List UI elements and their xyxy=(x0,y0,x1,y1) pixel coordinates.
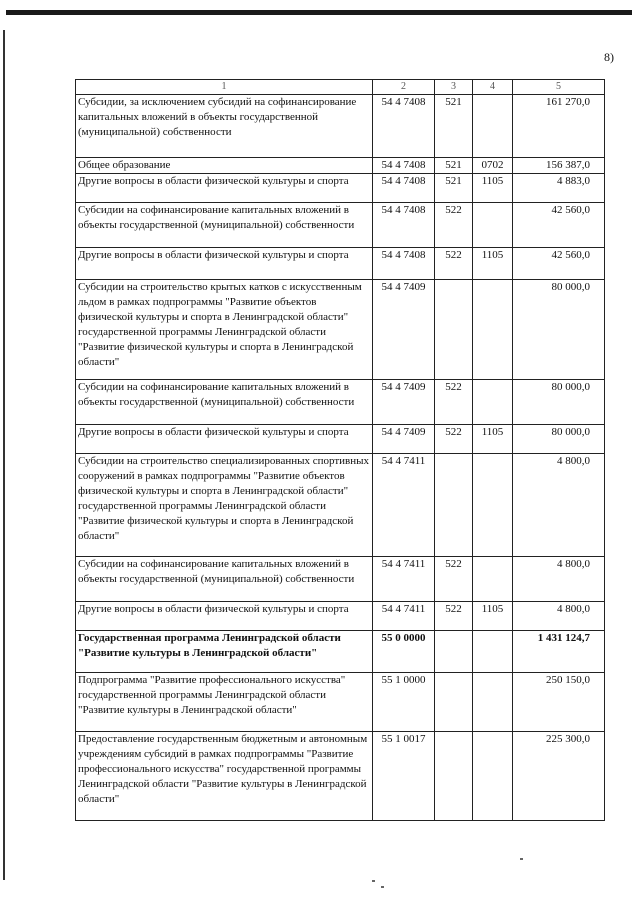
table-row xyxy=(76,280,605,380)
row-vr xyxy=(435,280,473,380)
row-name: Предоставление государственным бюджетным и автономным учреждениям субсидий в рамках подпрограммы "Развитие профессионального искусства" государственной программы Ленинградской области "Развитие культуры в Ленинградской области" xyxy=(76,732,373,821)
row-code: 55 1 0017 xyxy=(373,732,435,821)
header-col-3: 3 xyxy=(435,80,473,95)
table-row xyxy=(76,602,605,631)
row-code: 54 4 7409 xyxy=(373,425,435,454)
row-rz: 1105 xyxy=(473,174,513,203)
row-rz xyxy=(473,203,513,248)
header-col-5: 5 xyxy=(513,80,605,95)
row-code: 55 1 0000 xyxy=(373,673,435,732)
table-row xyxy=(76,454,605,557)
scan-speck xyxy=(520,858,523,860)
scan-speck xyxy=(372,880,375,882)
row-rz: 1105 xyxy=(473,425,513,454)
row-vr xyxy=(435,454,473,557)
row-name: Государственная программа Ленинградской области "Развитие культуры в Ленинградской области" xyxy=(76,631,373,673)
row-name: Другие вопросы в области физической культуры и спорта xyxy=(76,248,373,280)
header-col-4: 4 xyxy=(473,80,513,95)
row-vr: 522 xyxy=(435,248,473,280)
row-vr: 522 xyxy=(435,380,473,425)
table-row xyxy=(76,631,605,673)
page-number: 8) xyxy=(604,50,614,64)
row-rz xyxy=(473,95,513,158)
row-name: Субсидии на софинансирование капитальных вложений в объекты государственной (муниципальной) собственности xyxy=(76,203,373,248)
row-rz: 0702 xyxy=(473,158,513,174)
row-code: 54 4 7411 xyxy=(373,454,435,557)
header-col-2: 2 xyxy=(373,80,435,95)
row-vr: 521 xyxy=(435,95,473,158)
row-name: Другие вопросы в области физической культуры и спорта xyxy=(76,174,373,203)
row-name: Субсидии на строительство специализированных спортивных сооружений в рамках подпрограммы "Развитие объектов физической культуры и спорта в Ленинградской области" государственной программы Ленинградской области "Развитие физической культуры и спорта в Ленинградской области" xyxy=(76,454,373,557)
row-code: 54 4 7411 xyxy=(373,557,435,602)
row-name: Субсидии, за исключением субсидий на софинансирование капитальных вложений в объекты государственной (муниципальной) собственности xyxy=(76,95,373,158)
scan-speck xyxy=(381,886,384,888)
row-name: Другие вопросы в области физической культуры и спорта xyxy=(76,602,373,631)
row-rz: 1105 xyxy=(473,248,513,280)
row-rz xyxy=(473,380,513,425)
table-row xyxy=(76,158,605,174)
row-sum: 4 800,0 xyxy=(513,557,605,602)
row-sum: 156 387,0 xyxy=(513,158,605,174)
row-sum: 80 000,0 xyxy=(513,380,605,425)
row-sum: 80 000,0 xyxy=(513,280,605,380)
row-name: Общее образование xyxy=(76,158,373,174)
row-vr: 522 xyxy=(435,425,473,454)
table-row xyxy=(76,380,605,425)
row-sum: 250 150,0 xyxy=(513,673,605,732)
row-vr: 522 xyxy=(435,203,473,248)
row-rz xyxy=(473,673,513,732)
row-code: 55 0 0000 xyxy=(373,631,435,673)
row-vr: 521 xyxy=(435,174,473,203)
row-sum: 4 800,0 xyxy=(513,454,605,557)
row-sum: 161 270,0 xyxy=(513,95,605,158)
row-rz xyxy=(473,454,513,557)
table-row xyxy=(76,95,605,158)
row-name: Субсидии на строительство крытых катков с искусственным льдом в рамках подпрограммы "Развитие объектов физической культуры и спорта в Ленинградской области" государственной программы Ленинградской области "Развитие физической культуры и спорта в Ленинградской области" xyxy=(76,280,373,380)
row-sum: 225 300,0 xyxy=(513,732,605,821)
row-rz: 1105 xyxy=(473,602,513,631)
row-rz xyxy=(473,557,513,602)
row-code: 54 4 7408 xyxy=(373,158,435,174)
header-col-1: 1 xyxy=(76,80,373,95)
row-sum: 4 883,0 xyxy=(513,174,605,203)
row-sum: 42 560,0 xyxy=(513,248,605,280)
row-vr xyxy=(435,631,473,673)
budget-table xyxy=(75,79,605,821)
row-code: 54 4 7408 xyxy=(373,248,435,280)
scan-left-edge xyxy=(3,30,5,880)
scan-top-border xyxy=(6,10,632,15)
table-row xyxy=(76,174,605,203)
row-vr xyxy=(435,673,473,732)
table-row xyxy=(76,425,605,454)
table-header-row xyxy=(76,80,605,95)
row-name: Подпрограмма "Развитие профессионального искусства" государственной программы Ленинградской области "Развитие культуры в Ленинградской области" xyxy=(76,673,373,732)
table-row xyxy=(76,248,605,280)
table-row xyxy=(76,203,605,248)
row-sum: 4 800,0 xyxy=(513,602,605,631)
row-code: 54 4 7408 xyxy=(373,203,435,248)
row-code: 54 4 7408 xyxy=(373,174,435,203)
row-vr: 521 xyxy=(435,158,473,174)
table-row xyxy=(76,557,605,602)
row-rz xyxy=(473,732,513,821)
table-row xyxy=(76,673,605,732)
row-vr: 522 xyxy=(435,602,473,631)
row-code: 54 4 7409 xyxy=(373,280,435,380)
row-sum: 1 431 124,7 xyxy=(513,631,605,673)
row-name: Субсидии на софинансирование капитальных вложений в объекты государственной (муниципальной) собственности xyxy=(76,557,373,602)
row-name: Субсидии на софинансирование капитальных вложений в объекты государственной (муниципальной) собственности xyxy=(76,380,373,425)
row-code: 54 4 7408 xyxy=(373,95,435,158)
row-code: 54 4 7411 xyxy=(373,602,435,631)
row-rz xyxy=(473,631,513,673)
row-vr: 522 xyxy=(435,557,473,602)
row-name: Другие вопросы в области физической культуры и спорта xyxy=(76,425,373,454)
row-code: 54 4 7409 xyxy=(373,380,435,425)
row-rz xyxy=(473,280,513,380)
row-sum: 80 000,0 xyxy=(513,425,605,454)
row-sum: 42 560,0 xyxy=(513,203,605,248)
row-vr xyxy=(435,732,473,821)
table-row xyxy=(76,732,605,821)
